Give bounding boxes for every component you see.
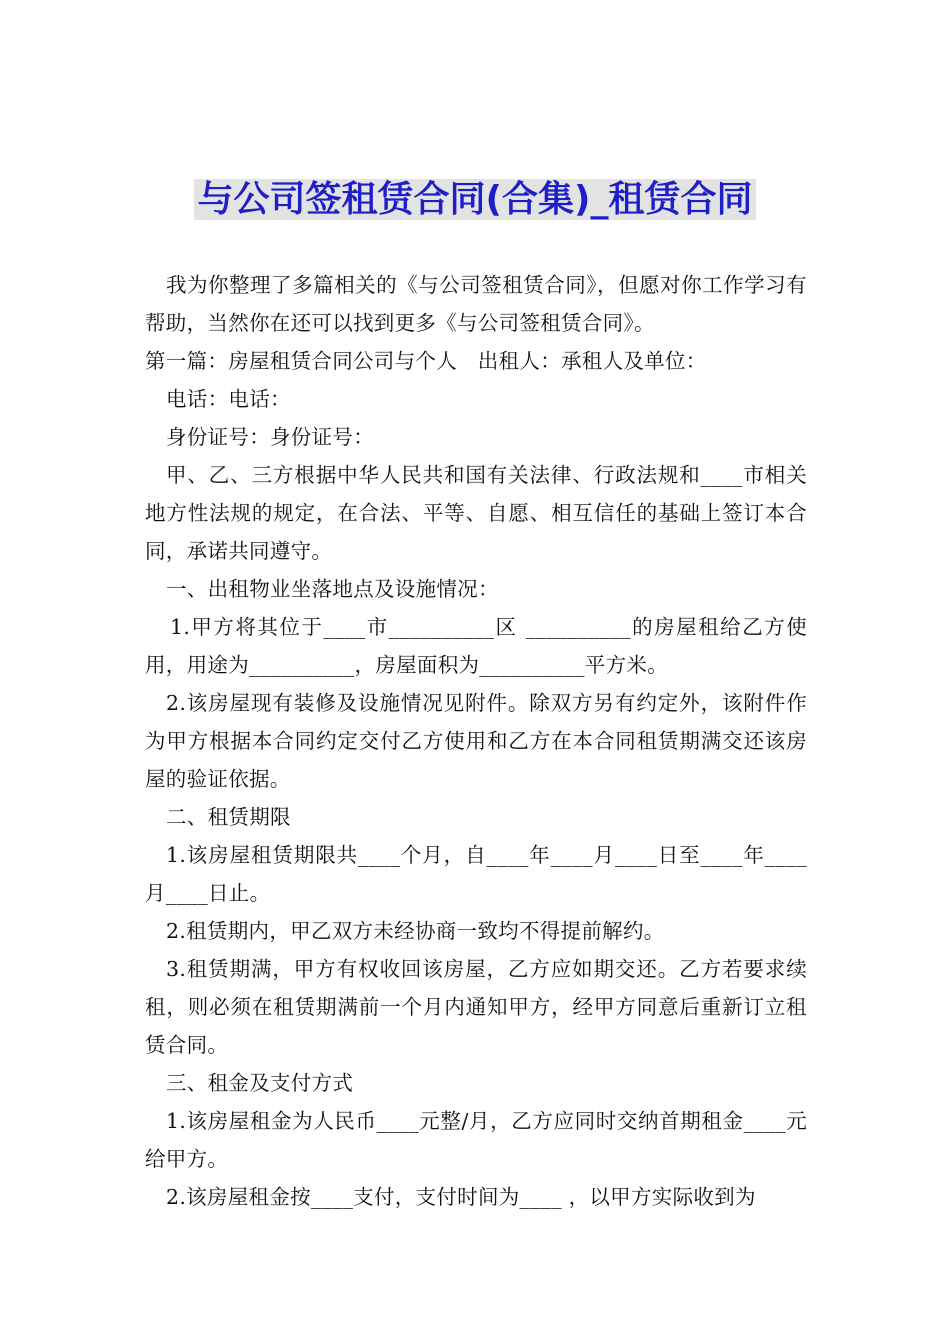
document-title [0, 176, 950, 224]
document-body [145, 266, 807, 1216]
paragraph-intro: 我为你整理了多篇相关的《与公司签租赁合同》，但愿对你工作学习有帮助，当然你在还可以找到更多《与公司签租赁合同》。 [145, 273, 807, 335]
paragraph-part-one-heading: 第一篇：房屋租赁合同公司与个人 出租人：承租人及单位： [145, 349, 707, 373]
clause-2-1: 1.该房屋租赁期限共____个月，自____年____月____日至____年____月____日止。 [145, 843, 807, 905]
section-heading-term: 二、租赁期限 [166, 805, 291, 829]
paragraph-phone: 电话：电话： [166, 387, 291, 411]
clause-2-2: 2.租赁期内，甲乙双方未经协商一致均不得提前解约。 [166, 919, 665, 943]
clause-1-2: 2.该房屋现有装修及设施情况见附件。除双方另有约定外，该附件作为甲方根据本合同约定交付乙方使用和乙方在本合同租赁期满交还该房屋的验证依据。 [145, 691, 807, 791]
section-heading-property: 一、出租物业坐落地点及设施情况： [166, 577, 499, 601]
clause-2-3: 3.租赁期满，甲方有权收回该房屋，乙方应如期交还。乙方若要求续租，则必须在租赁期满前一个月内通知甲方，经甲方同意后重新订立租赁合同。 [145, 957, 807, 1057]
paragraph-preamble: 甲、乙、三方根据中华人民共和国有关法律、行政法规和____市相关地方性法规的规定，在合法、平等、自愿、相互信任的基础上签订本合同，承诺共同遵守。 [145, 463, 807, 563]
clause-1-1: 1.甲方将其位于____市__________区 __________的房屋租给乙方使用，用途为__________，房屋面积为__________平方米。 [145, 615, 807, 677]
clause-3-1: 1.该房屋租金为人民币____元整/月，乙方应同时交纳首期租金____元给甲方。 [145, 1109, 807, 1171]
clause-3-2: 2.该房屋租金按____支付，支付时间为____ ，以甲方实际收到为 [166, 1185, 756, 1209]
section-heading-rent: 三、租金及支付方式 [166, 1071, 354, 1095]
document-title-text: 与公司签租赁合同(合集)_租赁合同 [194, 179, 757, 220]
paragraph-id-number: 身份证号：身份证号： [166, 425, 374, 449]
